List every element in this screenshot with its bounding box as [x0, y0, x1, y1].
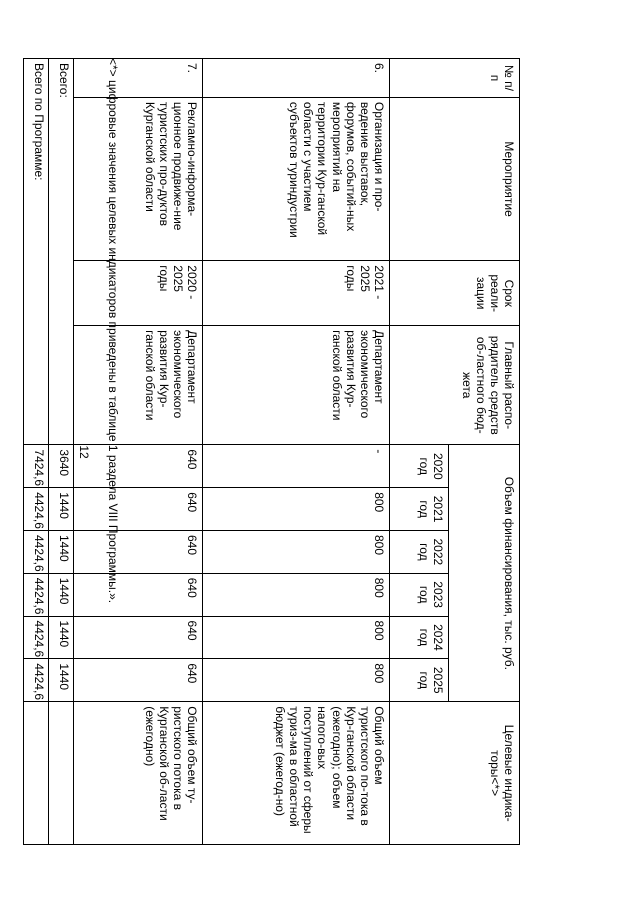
row-value: 800 — [203, 530, 390, 573]
header-year: 2020 год — [390, 445, 449, 488]
row-event: Организация и про-ведение выставок, форумов, событий-ных мероприятий на территории Кур-ганской области с участием субъектов туриндустрии — [203, 97, 390, 260]
header-year: 2024 год — [390, 616, 449, 659]
program-total-label: Всего по Программе: — [24, 59, 49, 445]
row-term: 2021 - 2025 годы — [203, 261, 390, 326]
total-value: 1440 — [49, 659, 74, 702]
program-total-value: 4424,6 — [24, 530, 49, 573]
row-event: Рекламно-информа-ционное продвиже-ние туристских про-дуктов Курганской области — [74, 97, 203, 260]
header-year: 2025 год — [390, 659, 449, 702]
total-row — [49, 59, 74, 845]
total-value: 1440 — [49, 573, 74, 616]
total-value: 1440 — [49, 488, 74, 531]
row-manager: Департамент экономического развития Кур-ганской области — [74, 326, 203, 445]
row-indicators: Общий объем ту-ристского потока в Курганской об-ласти (ежегодно) — [74, 702, 203, 845]
row-no: 7. — [74, 59, 203, 98]
row-value: 800 — [203, 488, 390, 531]
header-term: Срок реали-зации — [390, 261, 520, 326]
page-number: 12 — [77, 445, 91, 459]
program-total-value: 7424,6 — [24, 445, 49, 488]
row-value: 640 — [74, 659, 203, 702]
row-manager: Департамент экономического развития Кур-ганской области — [203, 326, 390, 445]
table-row — [74, 59, 203, 845]
program-total-value: 4424,6 — [24, 659, 49, 702]
program-total-indicators-empty — [24, 702, 49, 845]
program-total-value: 4424,6 — [24, 573, 49, 616]
program-total-row — [24, 59, 49, 845]
row-value: 640 — [74, 530, 203, 573]
total-indicators-empty — [49, 702, 74, 845]
row-value: 640 — [74, 573, 203, 616]
header-year: 2023 год — [390, 573, 449, 616]
row-no: 6. — [203, 59, 390, 98]
row-indicators: Общий объем туристского по-тока в Кур-ганской области (ежегодно); объем налого-вых поступлений от сферы туриз-ма в областной бюджет (ежегод-но) — [203, 702, 390, 845]
total-value: 1440 — [49, 616, 74, 659]
header-indicators: Целевые индика-торы<*> — [390, 702, 520, 845]
program-total-value: 4424,6 — [24, 616, 49, 659]
program-table — [23, 58, 520, 845]
header-year: 2022 год — [390, 530, 449, 573]
row-value: 800 — [203, 659, 390, 702]
total-value: 3640 — [49, 445, 74, 488]
rotated-table-container — [32, 58, 520, 845]
table-row — [203, 59, 390, 845]
total-value: 1440 — [49, 530, 74, 573]
row-value: 640 — [74, 616, 203, 659]
row-value: 800 — [203, 616, 390, 659]
header-no: № п/п — [390, 59, 520, 98]
header-manager: Главный распо-рядитель средств об-ластного бюд-жета — [390, 326, 520, 445]
row-term: 2020 - 2025 годы — [74, 261, 203, 326]
header-event: Мероприятие — [390, 97, 520, 260]
row-value: - — [203, 445, 390, 488]
total-label: Всего: — [49, 59, 74, 445]
header-year: 2021 год — [390, 488, 449, 531]
row-value: 640 — [74, 488, 203, 531]
row-value: 640 — [74, 445, 203, 488]
footnote: <*> цифровые значения целевых индикаторов приведены в таблице 1 раздела VIII Программы.». — [106, 58, 120, 604]
row-value: 800 — [203, 573, 390, 616]
program-total-value: 4424,6 — [24, 488, 49, 531]
header-funding: Объем финансирования, тыс. руб. — [449, 445, 520, 702]
